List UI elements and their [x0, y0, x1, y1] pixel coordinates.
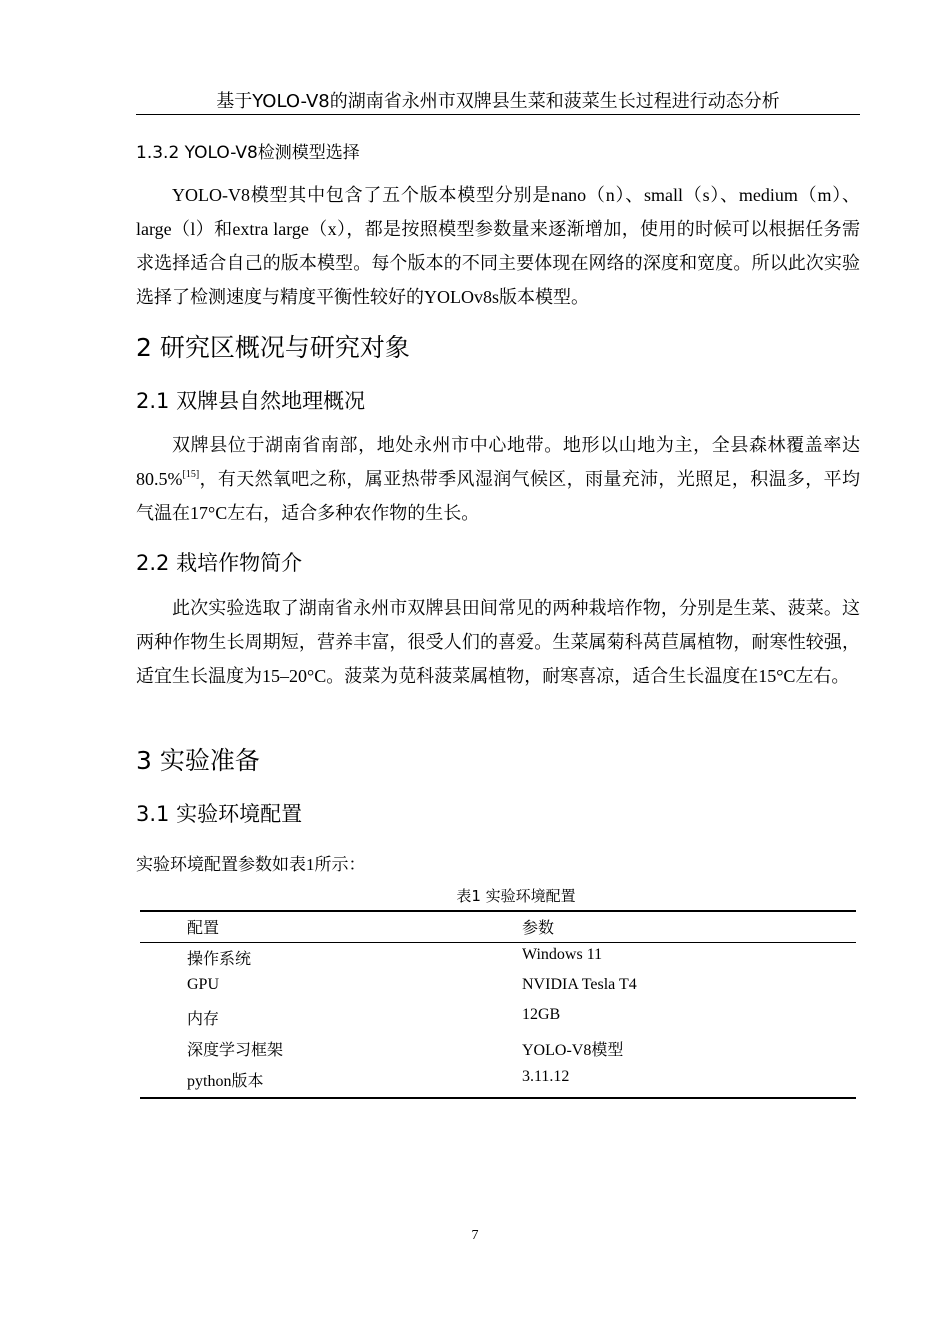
running-header: 基于YOLO-V8的湖南省永州市双牌县生菜和菠菜生长过程进行动态分析: [136, 90, 860, 115]
heading-2-2: 2.2 栽培作物简介: [136, 551, 303, 575]
table-cell-param: 3.11.12: [522, 1068, 570, 1085]
table-cell-param: NVIDIA Tesla T4: [522, 976, 637, 993]
table-intro-text: 实验环境配置参数如表1所示：: [136, 855, 366, 874]
heading-3-1: 3.1 实验环境配置: [136, 802, 303, 826]
heading-3: 3 实验准备: [136, 746, 260, 775]
heading-1-3-2: 1.3.2 YOLO-V8检测模型选择: [136, 143, 360, 163]
heading-2: 2 研究区概况与研究对象: [136, 333, 410, 362]
table-caption: 表1 实验环境配置: [456, 887, 576, 905]
heading-2-1: 2.1 双牌县自然地理概况: [136, 389, 366, 413]
table-cell-config: 内存: [187, 1011, 220, 1028]
table-cell-config: 深度学习框架: [187, 1042, 284, 1059]
citation-15: [15]: [182, 469, 200, 480]
paragraph-crops: 此次实验选取了湖南省永州市双牌县田间常见的两种栽培作物，分别是生菜、菠菜。这两种作物生长周期短，营养丰富，很受人们的喜爱。生菜属菊科莴苣属植物，耐寒性较强，适宜生长温度为15–20°C。菠菜为苋科菠菜属植物，耐寒喜凉，适合生长温度在15°C左右。: [136, 598, 860, 686]
table-top-rule: [140, 910, 856, 912]
page-number: 7: [471, 1228, 479, 1243]
paragraph-geography: [136, 428, 860, 530]
table-cell-param: Windows 11: [522, 946, 603, 963]
paragraph-model-selection: YOLO-V8模型其中包含了五个版本模型分别是nano（n）、small（s）、medium（m）、large（l）和extra large（x），都是按照模型参数量来逐渐增加，使用的时候可以根据任务需求选择适合自己的版本模型。每个版本的不同主要体现在网络的深度和宽度。所以此次实验选择了检测速度与精度平衡性较好的YOLOv8s版本模型。: [136, 185, 860, 307]
table-header-param: 参数: [522, 920, 555, 937]
table-header-rule: [140, 942, 856, 943]
table-cell-config: 操作系统: [187, 951, 252, 968]
table-header-config: 配置: [187, 920, 220, 937]
table-cell-config: python版本: [187, 1073, 264, 1090]
table-cell-config: GPU: [187, 976, 220, 993]
paragraph-geography-part-b: ，有天然氧吧之称，属亚热带季风湿润气候区，雨量充沛，光照足，积温多，平均气温在17°C左右，适合多种农作物的生长。: [136, 469, 860, 523]
table-cell-param: 12GB: [522, 1006, 561, 1023]
paragraph-geography-part-a: 双牌县位于湖南省南部，地处永州市中心地带。地形以山地为主，全县森林覆盖率达80.5%: [136, 435, 860, 489]
table-bottom-rule: [140, 1097, 856, 1099]
table-cell-param: YOLO-V8模型: [522, 1042, 624, 1059]
